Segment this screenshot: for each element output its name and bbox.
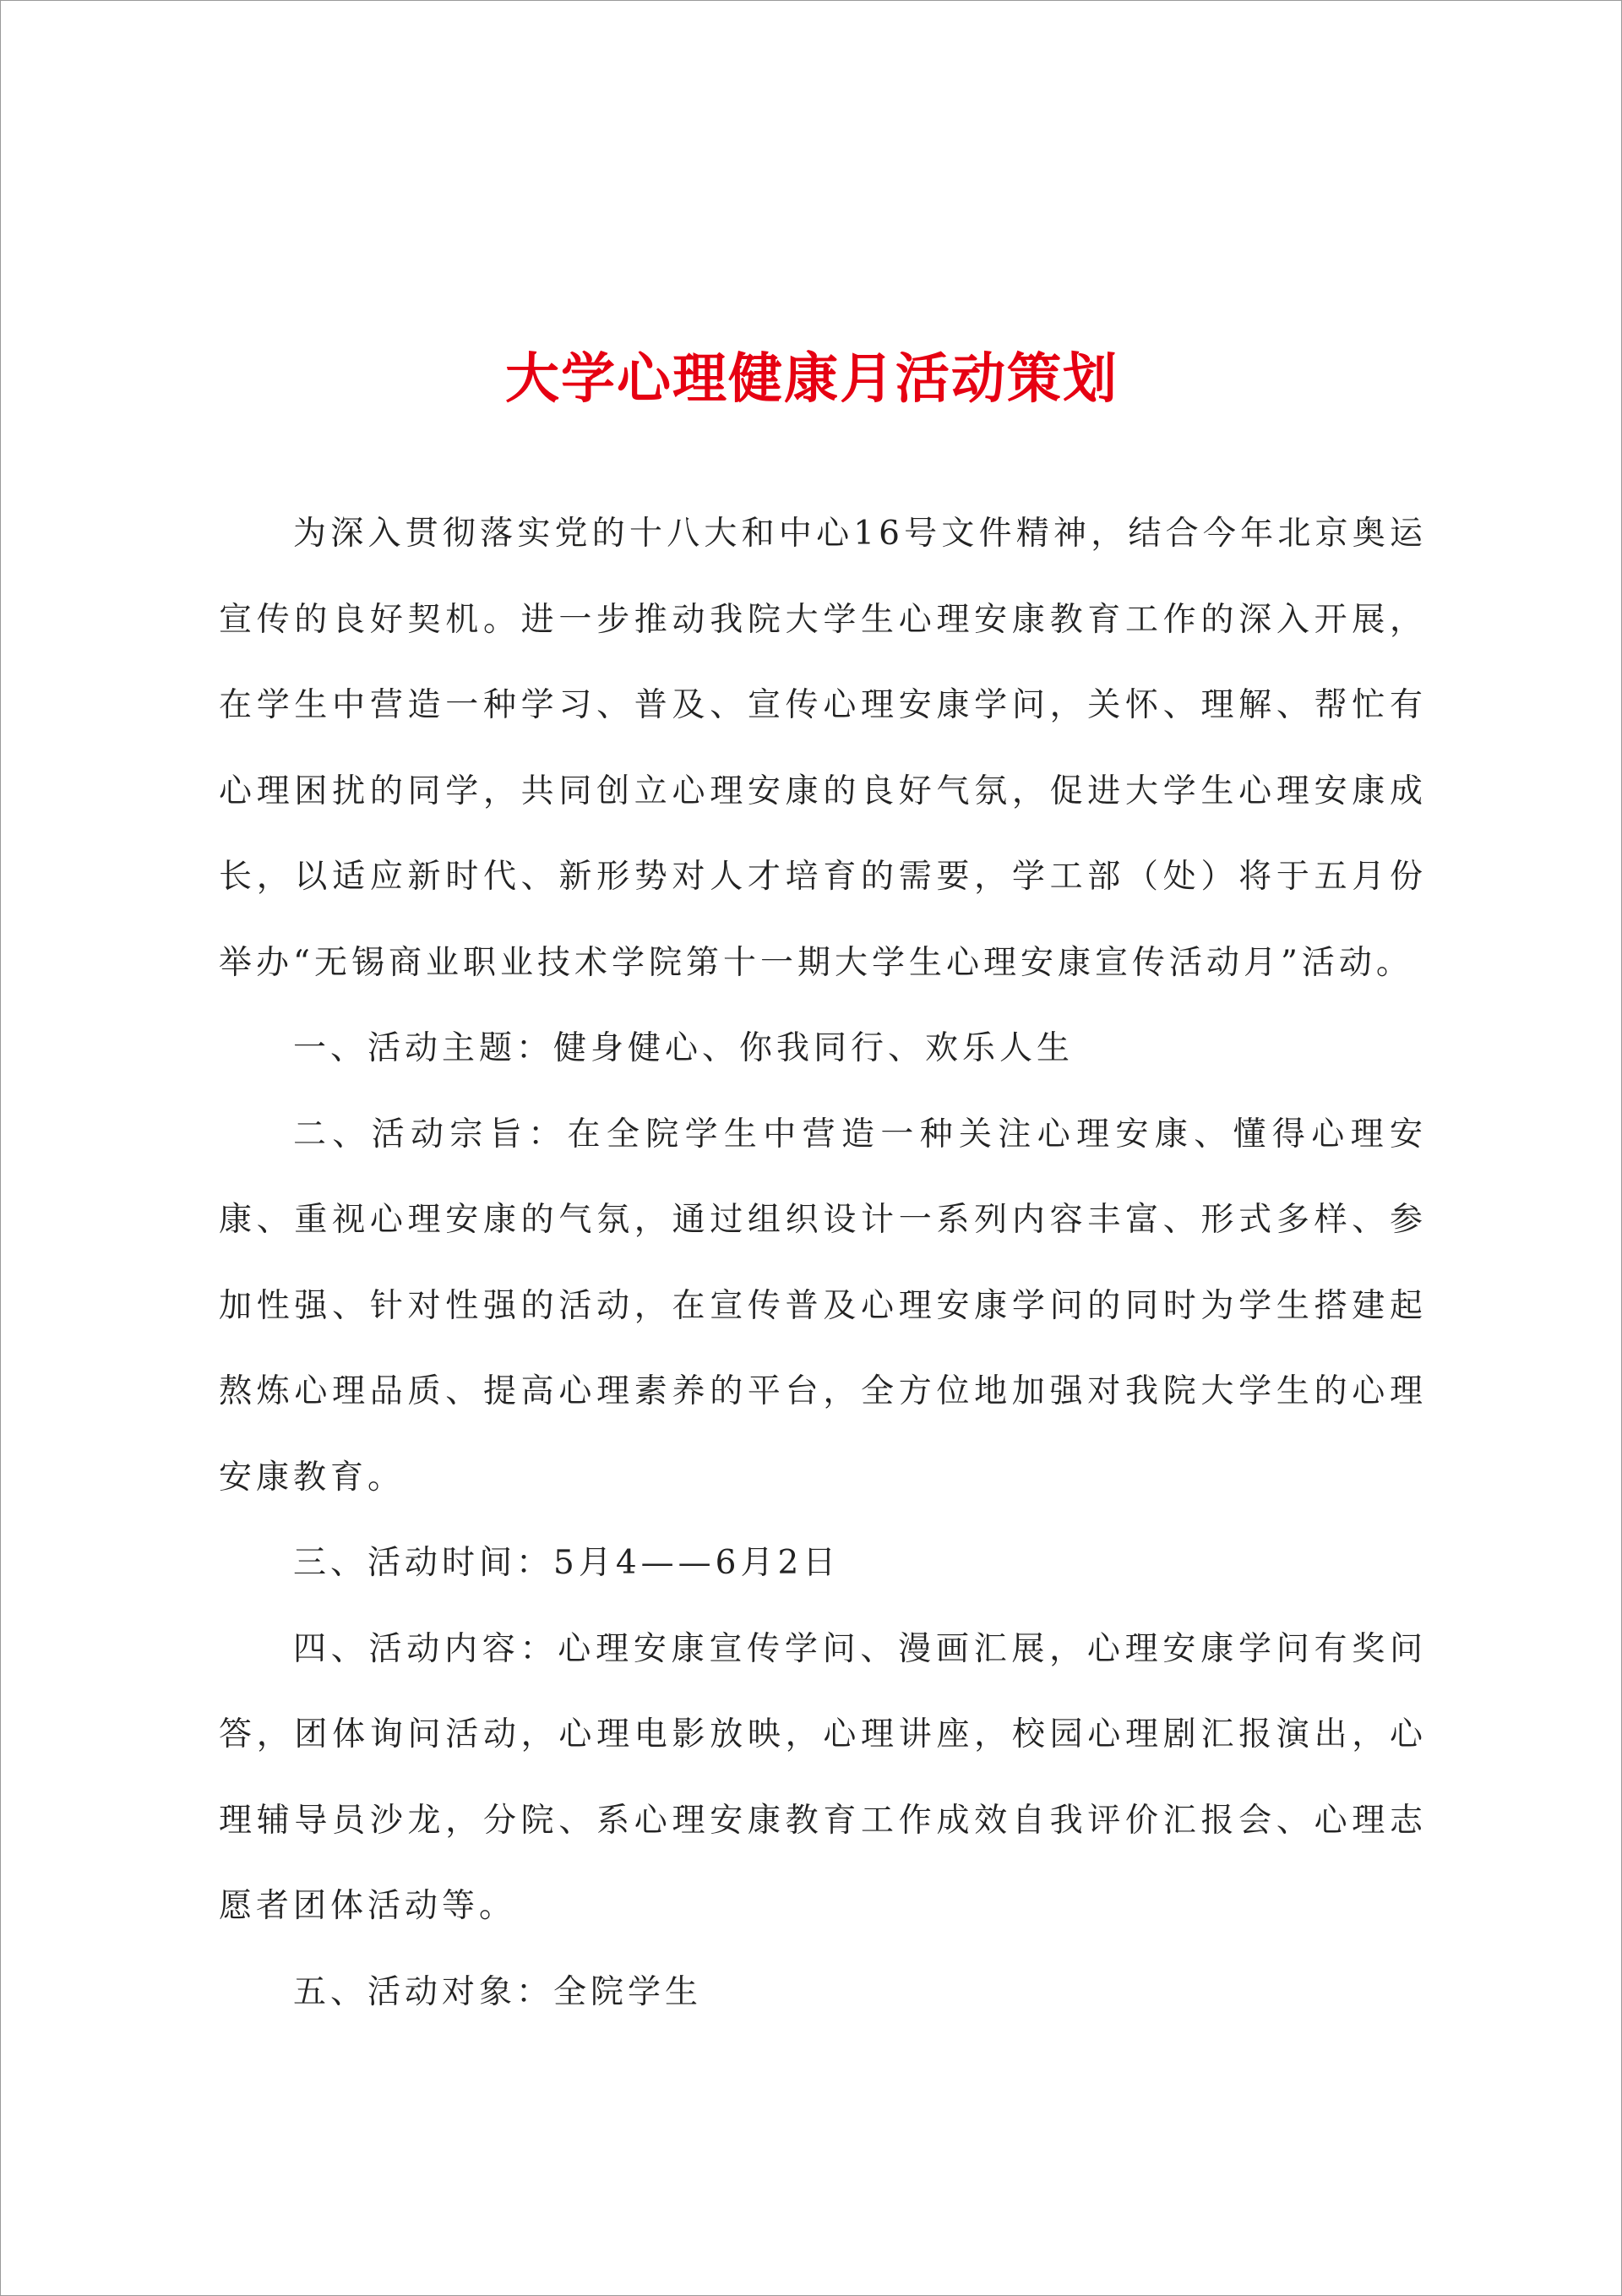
- activity-audience-paragraph: 五、活动对象：全院学生: [293, 1972, 703, 2011]
- document-title: 大学心理健康月活动策划: [505, 347, 1119, 411]
- activity-content-paragraph: 四、活动内容：心理安康宣传学问、漫画汇展，心理安康学问有奖问答，团体询问活动，心理电影放映，心理讲座，校园心理剧汇报演出，心理辅导员沙龙，分院、系心理安康教育工作成效自我评价汇报会、心理志愿者团体活动等。: [219, 1629, 1427, 1925]
- activity-time-paragraph: 三、活动时间：5月4——6月2日: [293, 1544, 841, 1582]
- activity-theme-paragraph: 一、活动主题：健身健心、你我同行、欢乐人生: [293, 1029, 1075, 1067]
- activity-purpose-paragraph: 二、活动宗旨：在全院学生中营造一种关注心理安康、懂得心理安康、重视心理安康的气氛，通过组织设计一系列内容丰富、形式多样、参加性强、针对性强的活动，在宣传普及心理安康学问的同时为学生搭建起熬炼心理品质、提高心理素养的平台，全方位地加强对我院大学生的心理安康教育。: [219, 1115, 1427, 1497]
- intro-paragraph: 为深入贯彻落实党的十八大和中心16号文件精神，结合今年北京奥运宣传的良好契机。进一步推动我院大学生心理安康教育工作的深入开展，在学生中营造一种学习、普及、宣传心理安康学问，关怀、理解、帮忙有心理困扰的同学，共同创立心理安康的良好气氛，促进大学生心理安康成长，以适应新时代、新形势对人才培育的需要，学工部（处）将于五月份举办“无锡商业职业技术学院第十一期大学生心理安康宣传活动月”活动。: [219, 515, 1427, 982]
- document-body: [219, 491, 1427, 2035]
